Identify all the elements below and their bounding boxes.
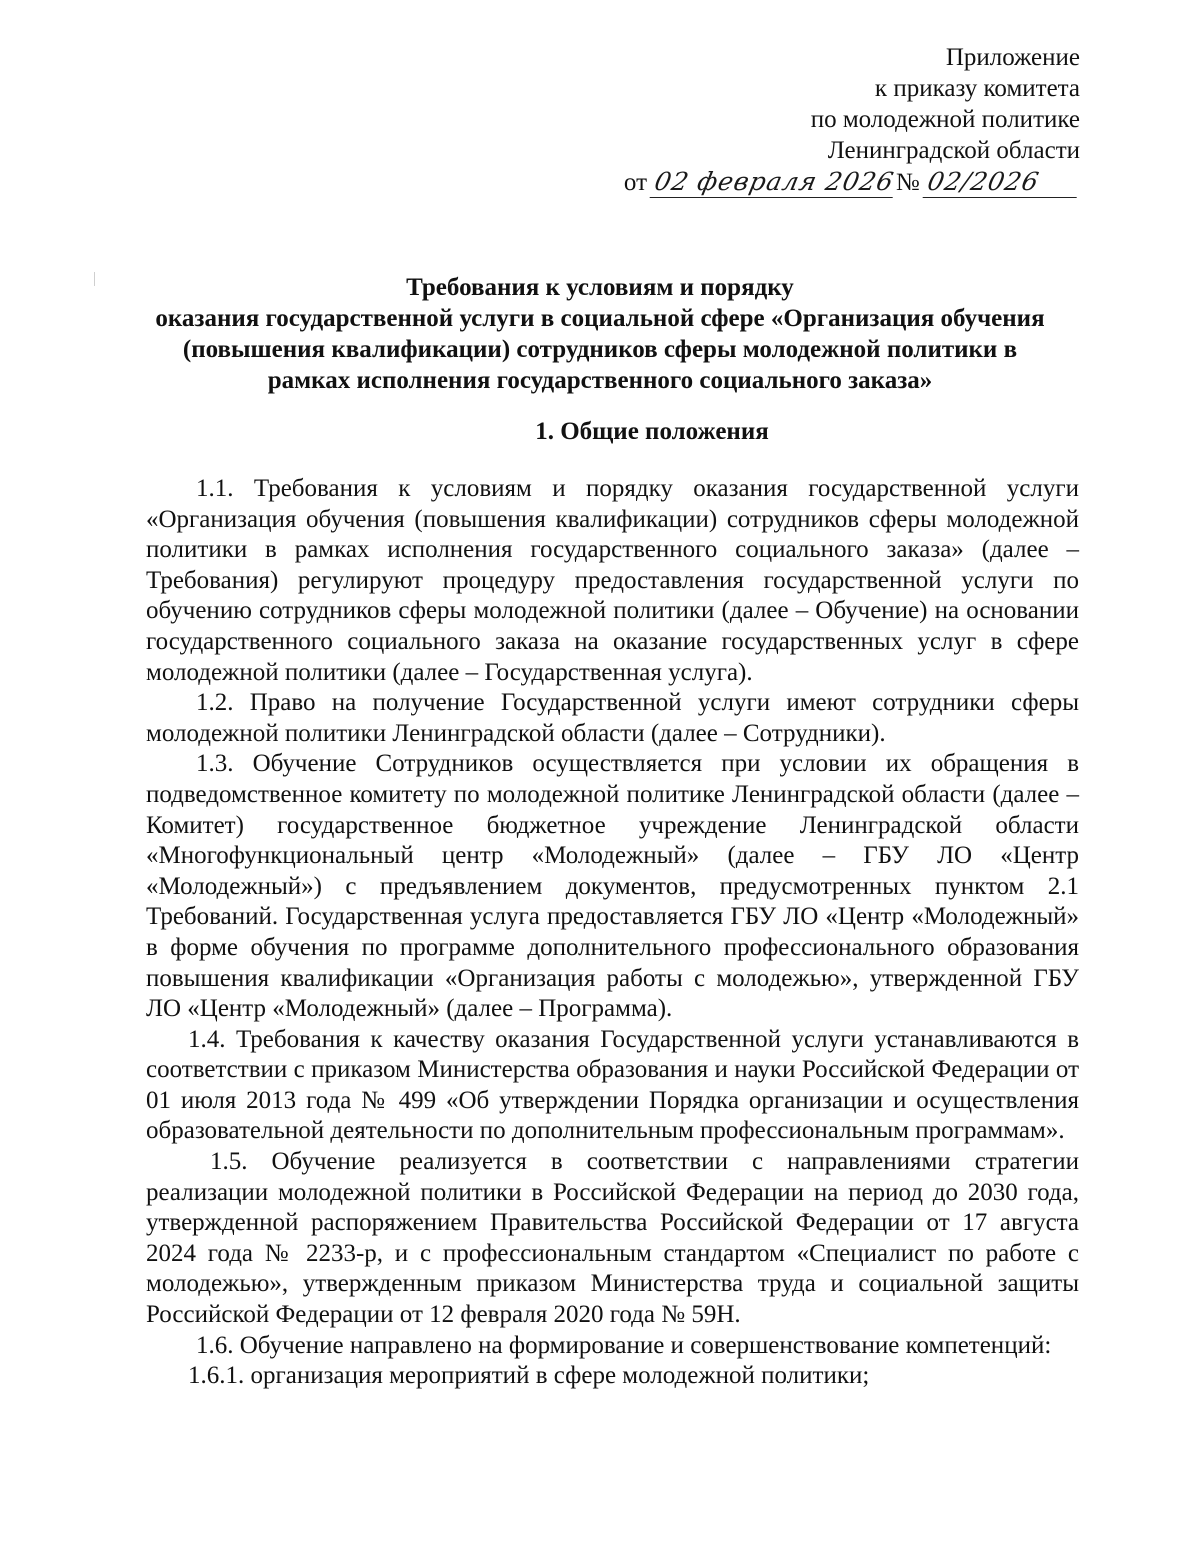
document-title xyxy=(120,272,1080,396)
paragraph-1-6: 1.6. Обучение направлено на формирование и совершенствование компетенций: xyxy=(196,1331,1052,1359)
title-line-3: (повышения квалификации) сотрудников сферы молодежной политики в xyxy=(182,336,1018,363)
paragraph-1-1: 1.1. Требования к условиям и порядку оказания государственной услуги «Организация обучения (повышения квалификации) сотрудников сферы молодежной политики в рамках исполнения государственного социального заказа» (далее – Требования) регулируют процедуру предоставления государственной услуги по обучению сотрудников сферы молодежной политики (далее – Обучение) на основании государственного социального заказа на оказание государственных услуг в сфере молодежной политики (далее – Государственная услуга). xyxy=(146,475,1079,686)
scan-artifact xyxy=(94,272,95,286)
title-line-1: Требования к условиям и порядку xyxy=(406,274,794,301)
appendix-line-1: Приложение xyxy=(945,44,1080,71)
paragraph-1-5: 1.5. Обучение реализуется в соответствии с направлениями стратегии реализации молодежной политики в Российской Федерации на период до 2030 года, утвержденной распоряжением Правительства Российской Федерации от 17 августа 2024 года № 2233-р, и с профессиональным стандартом «Специалист по работе с молодежью», утвержденным приказом Министерства труда и социальной защиты Российской Федерации от 12 февраля 2020 года № 59Н. xyxy=(146,1148,1079,1329)
appendix-line-3: по молодежной политике xyxy=(810,106,1080,133)
number-label: № xyxy=(895,169,920,196)
document-body xyxy=(146,474,1079,1392)
section-heading: 1. Общие положения xyxy=(535,418,769,445)
paragraph-1-4: 1.4. Требования к качеству оказания Государственной услуги устанавливаются в соответствии с приказом Министерства образования и науки Российской Федерации от 01 июля 2013 года № 499 «Об утверждении Порядка организации и осуществления образовательной деятельности по дополнительным профессиональным программам». xyxy=(146,1025,1079,1145)
from-label: от xyxy=(623,169,648,196)
handwritten-order-number: 02/2026 xyxy=(923,166,1084,198)
handwritten-date: 02 февраля 2026 xyxy=(650,166,899,198)
appendix-header xyxy=(624,42,1080,198)
title-line-2: оказания государственной услуги в социальной сфере «Организация обучения xyxy=(155,305,1045,332)
order-date-number-line xyxy=(624,166,1080,198)
appendix-line-4: Ленинградской области xyxy=(827,137,1080,164)
appendix-line-2: к приказу комитета xyxy=(874,75,1080,102)
paragraph-1-3: 1.3. Обучение Сотрудников осуществляется при условии их обращения в подведомственное комитету по молодежной политике Ленинградской области (далее – Комитет) государственное бюджетное учреждение Ленинградской области «Многофункциональный центр «Молодежный» (далее – ГБУ ЛО «Центр «Молодежный») с предъявлением документов, предусмотренных пунктом 2.1 Требований. Государственная услуга предоставляется ГБУ ЛО «Центр «Молодежный» в форме обучения по программе дополнительного профессионального образования повышения квалификации «Организация работы с молодежью», утвержденной ГБУ ЛО «Центр «Молодежный» (далее – Программа). xyxy=(146,750,1079,1023)
paragraph-1-6-1: 1.6.1. организация мероприятий в сфере молодежной политики; xyxy=(188,1362,870,1390)
paragraph-1-2: 1.2. Право на получение Государственной услуги имеют сотрудники сферы молодежной политики Ленинградской области (далее – Сотрудники). xyxy=(146,689,1079,747)
title-line-4: рамках исполнения государственного социального заказа» xyxy=(267,367,933,394)
